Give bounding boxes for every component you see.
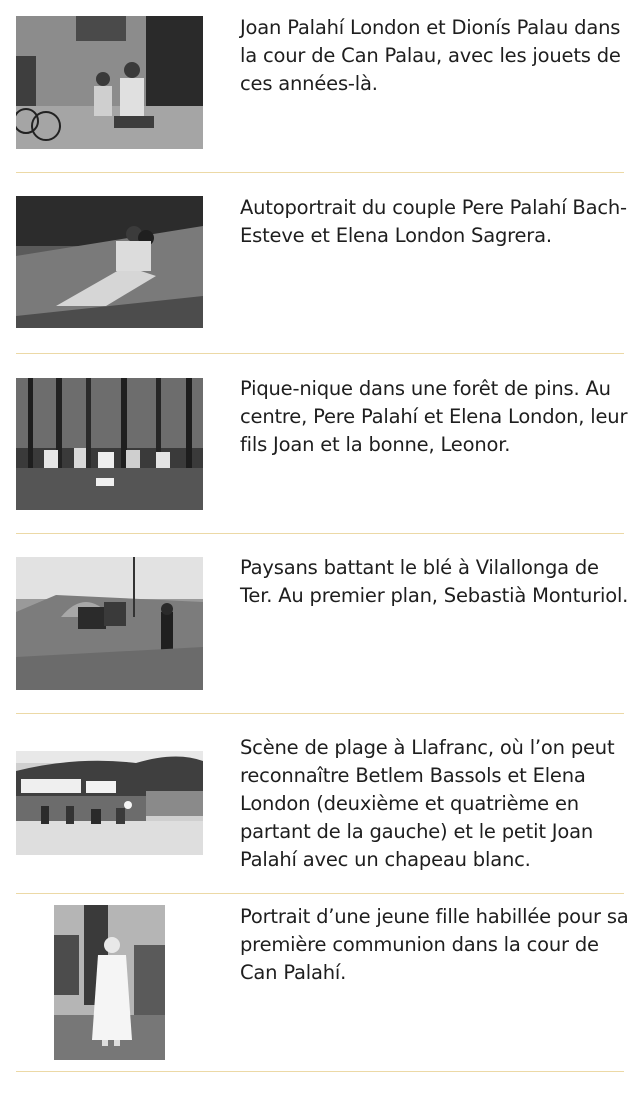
caption-6: Portrait d’une jeune fille habillée pour sa première communion dans la cour de Can Palahí. xyxy=(240,905,629,984)
photo-threshing-wheat xyxy=(16,557,203,690)
caption-2: Autoportrait du couple Pere Palahí Bach-Esteve et Elena London Sagrera. xyxy=(240,196,627,247)
separator xyxy=(16,713,624,714)
photo-children-courtyard xyxy=(16,16,203,149)
caption-5: Scène de plage à Llafranc, où l’on peut reconnaître Betlem Bassols et Elena London (deuxième et quatrième en partant de la gauche) et le petit Joan Palahí avec un chapeau blanc. xyxy=(240,736,615,871)
caption-4: Paysans battant le blé à Vilallonga de Ter. Au premier plan, Sebastià Monturiol. xyxy=(240,556,629,607)
separator xyxy=(16,172,624,173)
separator xyxy=(16,353,624,354)
separator xyxy=(16,893,624,894)
photo-couple-self-portrait xyxy=(16,196,203,328)
separator xyxy=(16,1071,624,1072)
photo-beach-llafranc xyxy=(16,751,203,855)
photo-picnic-pine-forest xyxy=(16,378,203,510)
separator xyxy=(16,533,624,534)
caption-1: Joan Palahí London et Dionís Palau dans la cour de Can Palau, avec les jouets de ces années-là. xyxy=(240,16,621,95)
photo-first-communion-girl xyxy=(54,905,165,1060)
caption-3: Pique-nique dans une forêt de pins. Au centre, Pere Palahí et Elena London, leur fils Joan et la bonne, Leonor. xyxy=(240,377,628,456)
